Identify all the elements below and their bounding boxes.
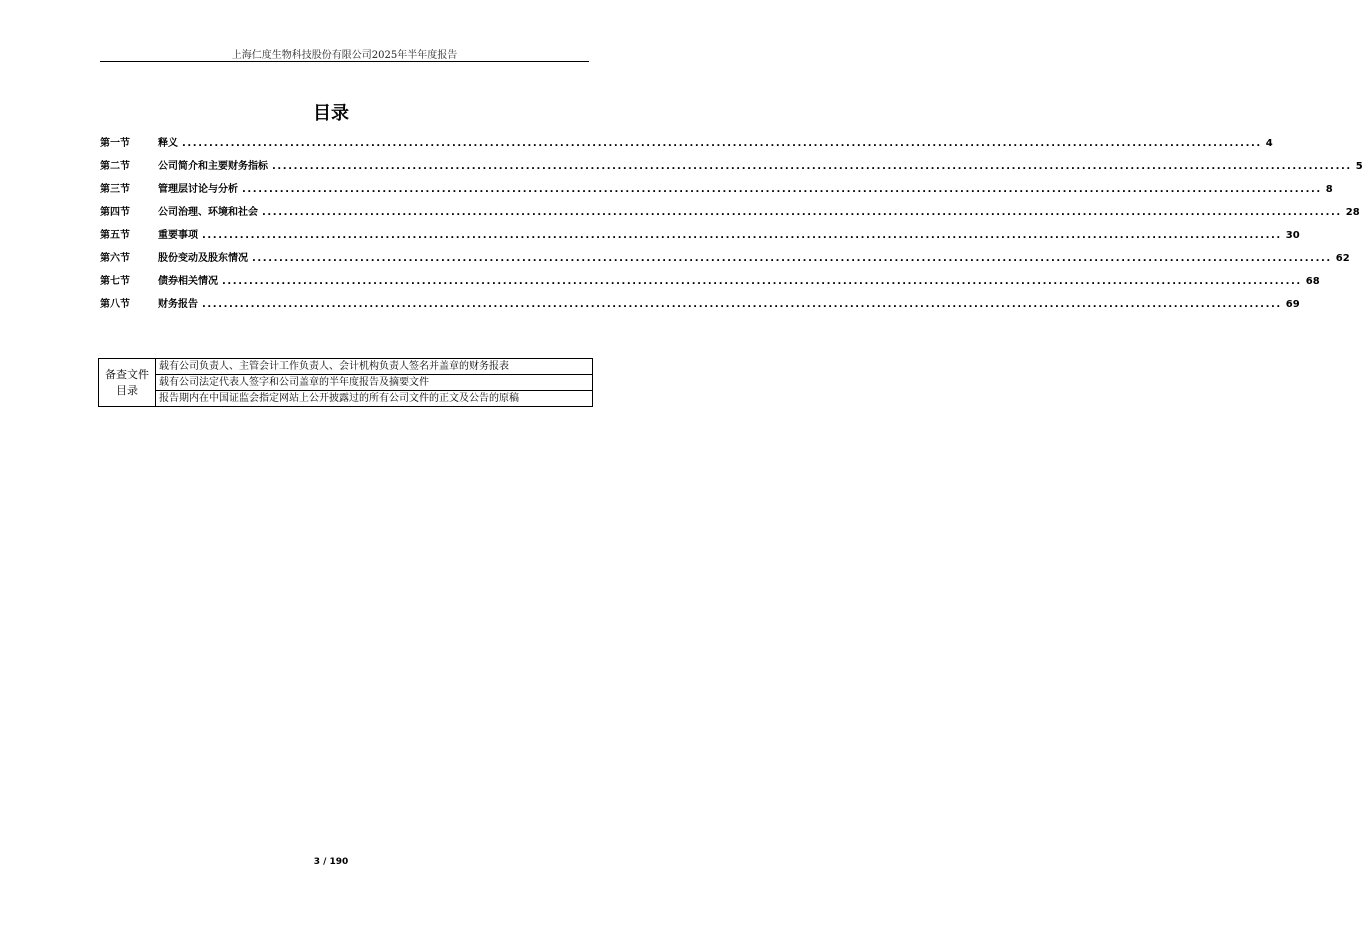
toc-section-number: 第六节 xyxy=(100,253,130,264)
reference-document-item: 报告期内在中国证监会指定网站上公开披露过的所有公司文件的正文及公告的原稿 xyxy=(156,391,593,407)
report-header: 上海仁度生物科技股份有限公司2025年半年度报告 xyxy=(231,50,458,61)
toc-leader-dots: ........................................................................................................................................................................................................ xyxy=(252,253,1332,264)
toc-leader-dots: ........................................................................................................................................................................................................ xyxy=(222,276,1302,287)
toc-section-name: 公司简介和主要财务指标 xyxy=(158,161,268,172)
reference-document-item: 载有公司负责人、主管会计工作负责人、会计机构负责人签名并盖章的财务报表 xyxy=(156,359,593,375)
toc-leader-dots: ........................................................................................................................................................................................................ xyxy=(202,299,1282,310)
header-divider xyxy=(100,61,589,62)
toc-section-number: 第八节 xyxy=(100,299,130,310)
page-number: 3 / 190 xyxy=(313,857,349,867)
toc-page-number: 4 xyxy=(1265,138,1273,149)
toc-leader-dots: ........................................................................................................................................................................................................ xyxy=(182,138,1262,149)
toc-leader-dots: ........................................................................................................................................................................................................ xyxy=(242,184,1322,195)
toc-section-number: 第五节 xyxy=(100,230,130,241)
toc-entry[interactable] xyxy=(100,226,1300,249)
toc-page-number: 62 xyxy=(1335,253,1350,264)
toc-leader-dots: ........................................................................................................................................................................................................ xyxy=(272,161,1352,172)
toc-entry[interactable] xyxy=(100,249,1350,272)
toc-page-number: 8 xyxy=(1325,184,1333,195)
toc-section-name: 股份变动及股东情况 xyxy=(158,253,248,264)
toc-entry[interactable] xyxy=(100,272,1320,295)
toc-section-name: 释义 xyxy=(158,138,178,149)
toc-entry[interactable] xyxy=(100,203,1360,226)
toc-entry[interactable] xyxy=(100,295,1300,318)
toc-section-number: 第四节 xyxy=(100,207,130,218)
toc-page-number: 30 xyxy=(1285,230,1300,241)
toc-section-name: 公司治理、环境和社会 xyxy=(158,207,258,218)
toc-section-number: 第一节 xyxy=(100,138,130,149)
table-of-contents xyxy=(100,134,1363,318)
reference-document-item: 载有公司法定代表人签字和公司盖章的半年度报告及摘要文件 xyxy=(156,375,593,391)
toc-leader-dots: ........................................................................................................................................................................................................ xyxy=(202,230,1282,241)
toc-section-number: 第二节 xyxy=(100,161,130,172)
toc-section-number: 第七节 xyxy=(100,276,130,287)
reference-documents-table xyxy=(98,358,593,407)
toc-title: 目录 xyxy=(313,103,349,124)
toc-entry[interactable] xyxy=(100,180,1333,203)
toc-page-number: 28 xyxy=(1345,207,1360,218)
toc-section-number: 第三节 xyxy=(100,184,130,195)
toc-section-name: 债券相关情况 xyxy=(158,276,218,287)
reference-documents-label: 备查文件 目录 xyxy=(99,359,156,407)
toc-page-number: 5 xyxy=(1355,161,1363,172)
toc-page-number: 68 xyxy=(1305,276,1320,287)
toc-section-name: 重要事项 xyxy=(158,230,198,241)
toc-entry[interactable] xyxy=(100,157,1363,180)
toc-section-name: 管理层讨论与分析 xyxy=(158,184,238,195)
toc-section-name: 财务报告 xyxy=(158,299,198,310)
toc-entry[interactable] xyxy=(100,134,1273,157)
toc-leader-dots: ........................................................................................................................................................................................................ xyxy=(262,207,1342,218)
toc-page-number: 69 xyxy=(1285,299,1300,310)
